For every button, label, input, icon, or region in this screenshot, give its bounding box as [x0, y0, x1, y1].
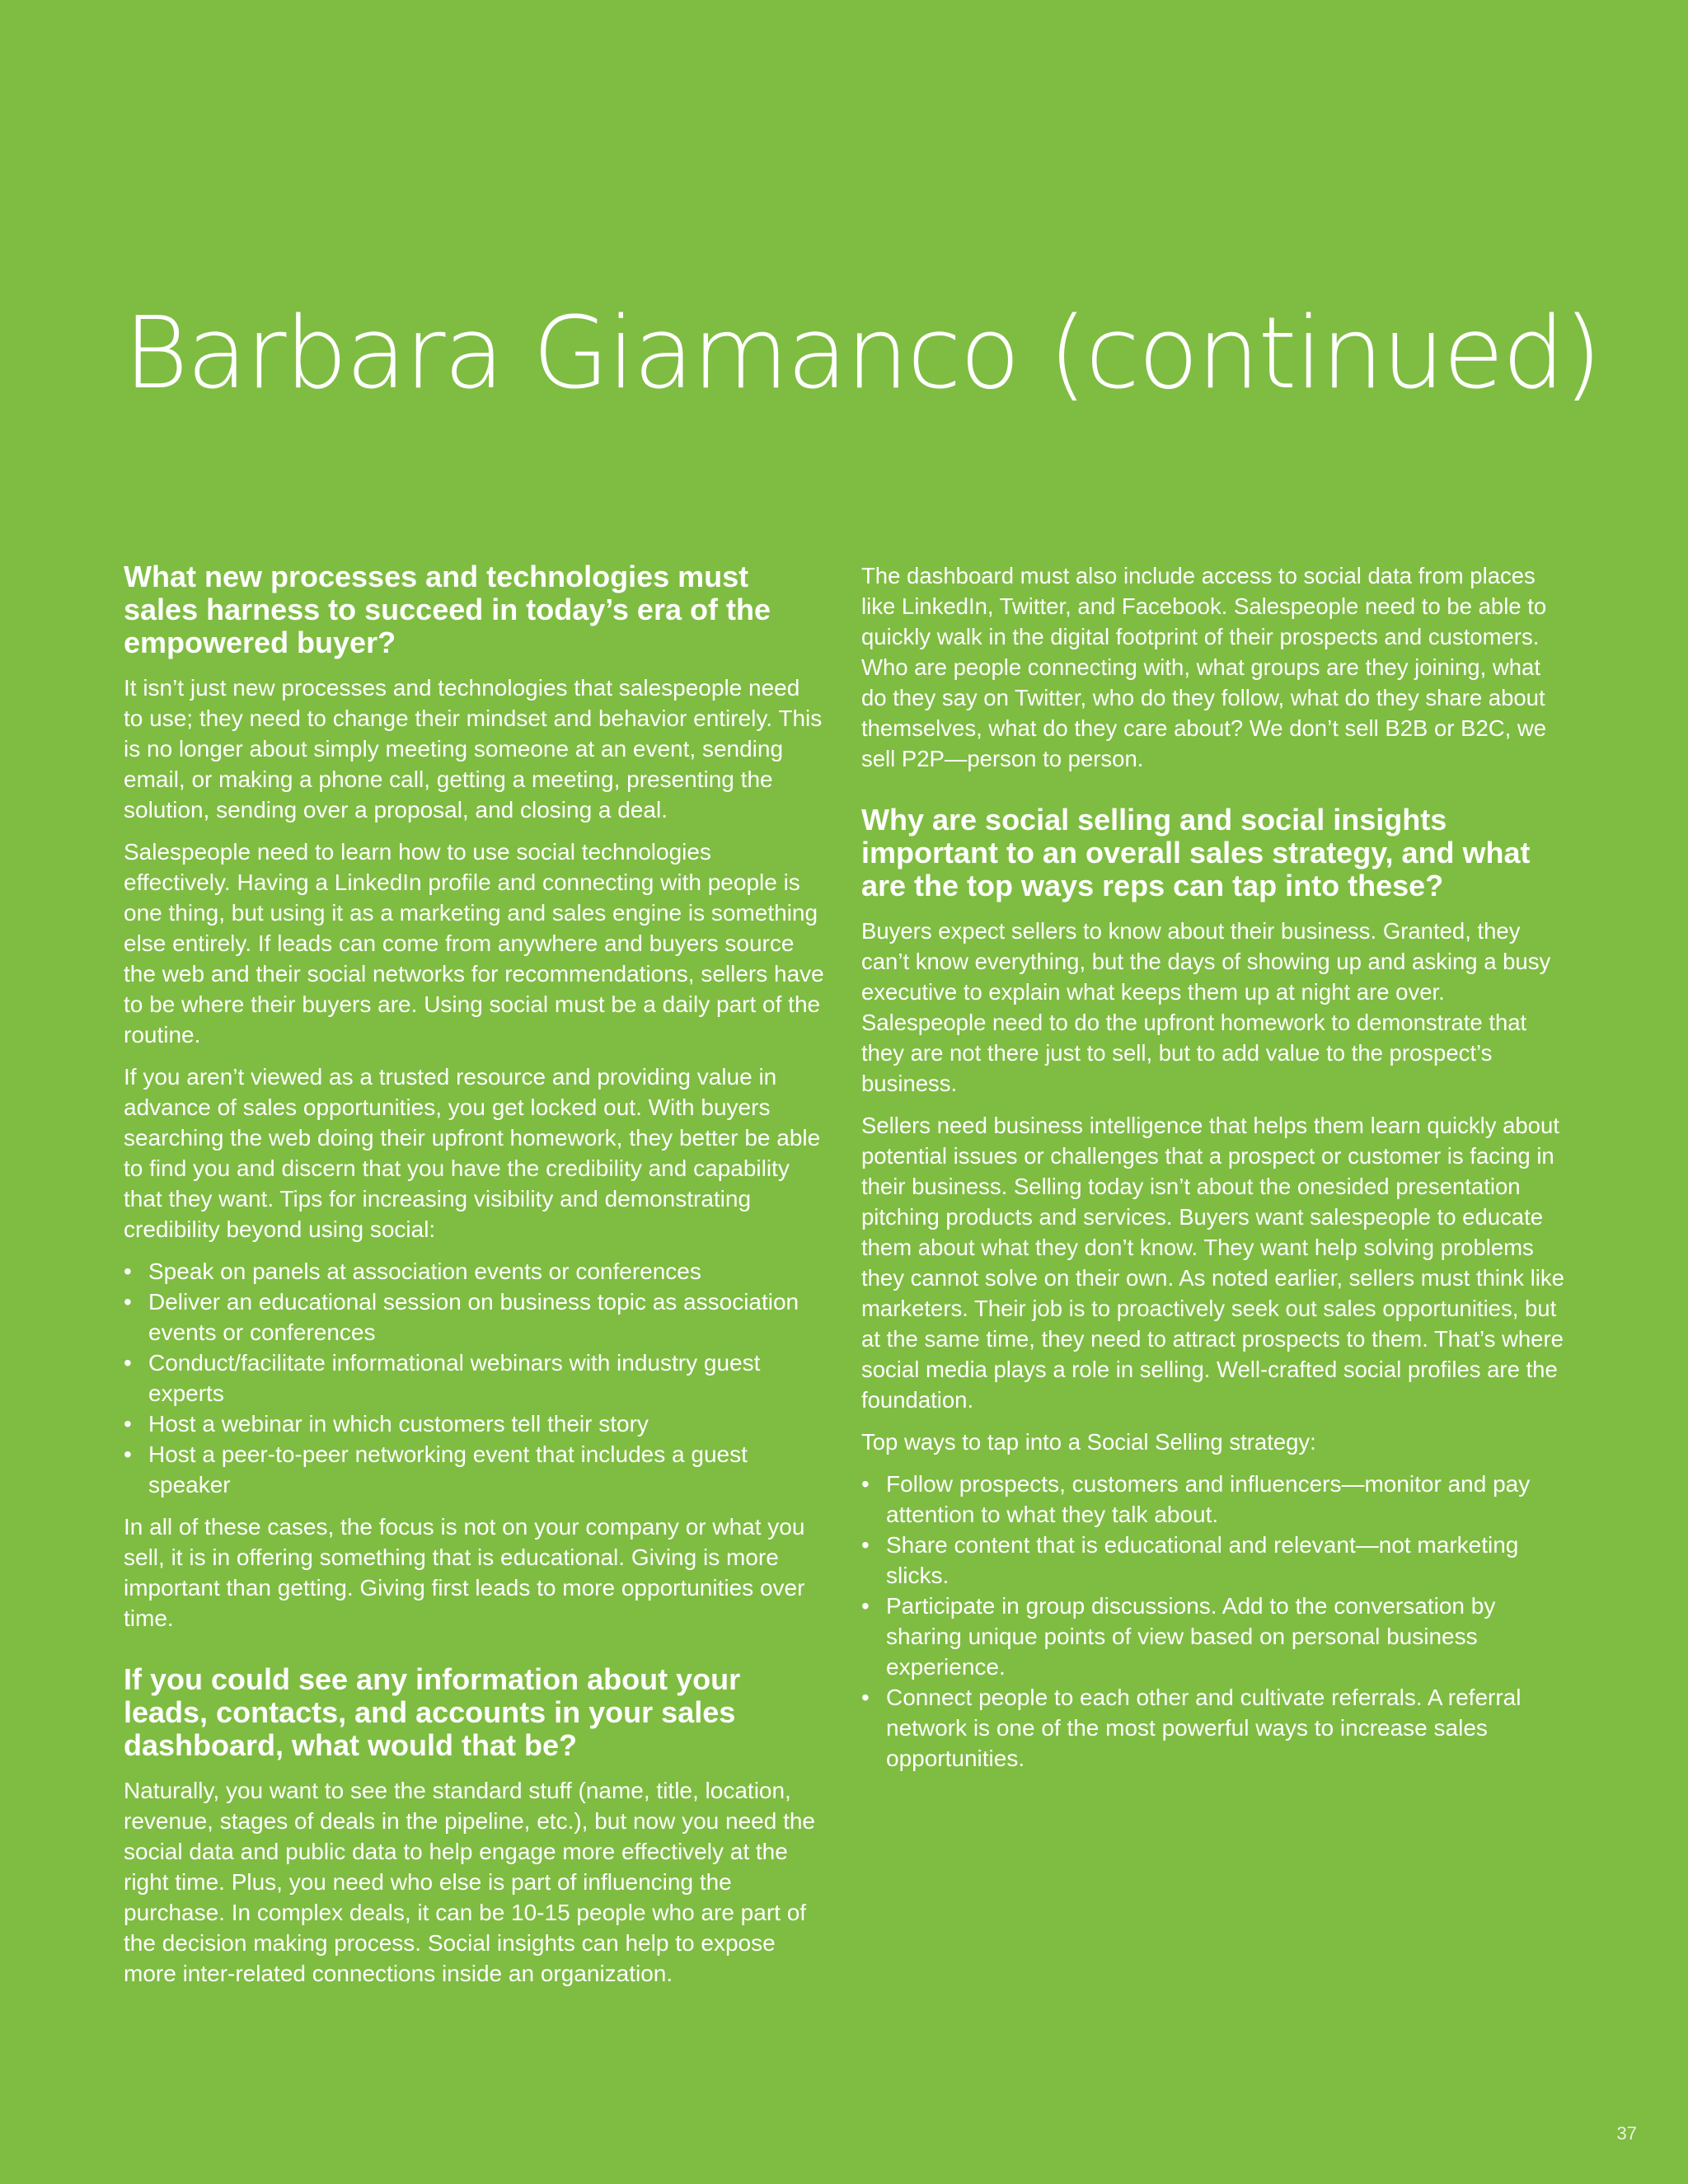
list-item: • Host a webinar in which customers tell their story	[124, 1408, 824, 1439]
page-number: 37	[1616, 2123, 1637, 2144]
body-paragraph: Naturally, you want to see the standard stuff (name, title, location, revenue, stages of deals in the pipeline, etc.), but now you need the social data and public data to help engage more effectively at the right time. Plus, you need who else is part of influencing the purchase. In complex deals, it can be 10-15 people who are part of the decision making process. Social insights can help to expose more inter-related connections inside an organization.	[124, 1778, 816, 1986]
question-heading: If you could see any information about your leads, contacts, and accounts in your sales dashboard, what would that be?	[124, 1662, 741, 1762]
body-paragraph: Top ways to tap into a Social Selling strategy:	[861, 1429, 1316, 1455]
body-paragraph: If you aren’t viewed as a trusted resource and providing value in advance of sales opportunities, you get locked out. With buyers searching the web doing their upfront homework, they better be able to find you and discern that you have the credibility and capability that they want. Tips for increasing visibility and demonstrating credibility beyond using social:	[124, 1064, 821, 1242]
tips-list	[124, 1256, 824, 1500]
list-item: • Conduct/facilitate informational webinars with industry guest experts	[124, 1347, 824, 1408]
list-item: • Connect people to each other and cultivate referrals. A referral network is one of the most powerful ways to increase sales opportunities.	[861, 1682, 1566, 1774]
right-column	[861, 560, 1566, 1785]
body-paragraph: Salespeople need to learn how to use social technologies effectively. Having a LinkedIn profile and connecting with people is one thing, but using it as a marketing and sales engine is something else entirely. If leads can come from anywhere and buyers source the web and their social networks for recommendations, sellers have to be where their buyers are. Using social must be a daily part of the routine.	[124, 839, 824, 1047]
body-paragraph: It isn’t just new processes and technologies that salespeople need to use; they need to change their mindset and behavior entirely. This is no longer about simply meeting someone at an event, sending email, or making a phone call, getting a meeting, presenting the solution, sending over a proposal, and closing a deal.	[124, 675, 823, 823]
list-item: • Follow prospects, customers and influencers—monitor and pay attention to what they talk about.	[861, 1469, 1566, 1530]
body-paragraph: Sellers need business intelligence that helps them learn quickly about potential issues or challenges that a prospect or customer is facing in their business. Selling today isn’t about the onesided presentation pitching products and services. Buyers want salespeople to educate them about what they don’t know. They want help solving problems they cannot solve on their own. As noted earlier, sellers must think like marketers. Their job is to proactively seek out sales opportunities, but at the same time, they need to attract prospects to them. That’s where social media plays a role in selling. Well-crafted social profiles are the foundation.	[861, 1113, 1564, 1413]
strategy-list	[861, 1469, 1566, 1774]
list-item: • Share content that is educational and relevant—not marketing slicks.	[861, 1530, 1566, 1591]
list-item: • Speak on panels at association events or conferences	[124, 1256, 824, 1286]
body-paragraph: The dashboard must also include access to social data from places like LinkedIn, Twitter, and Facebook. Salespeople need to be able to quickly walk in the digital footprint of their prospects and customers. Who are people connecting with, what groups are they joining, what do they say on Twitter, who do they follow, what do they share about themselves, what do they care about? We don’t sell B2B or B2C, we sell P2P—person to person.	[861, 563, 1547, 771]
question-heading: What new processes and technologies must sales harness to succeed in today’s era of the empowered buyer?	[124, 560, 771, 659]
question-heading: Why are social selling and social insights important to an overall sales strategy, and what are the top ways reps can tap into these?	[861, 803, 1531, 902]
body-paragraph: In all of these cases, the focus is not on your company or what you sell, it is in offering something that is educational. Giving is more important than getting. Giving first leads to more opportunities over time.	[124, 1514, 805, 1631]
left-column	[124, 560, 824, 2000]
list-item: • Deliver an educational session on business topic as association events or conferences	[124, 1286, 824, 1347]
body-paragraph: Buyers expect sellers to know about their business. Granted, they can’t know everything, but the days of showing up and asking a busy executive to explain what keeps them up at night are over. Salespeople need to do the upfront homework to demonstrate that they are not there just to sell, but to add value to the prospect’s business.	[861, 918, 1551, 1096]
page-title: Barbara Giamanco (continued)	[124, 297, 1601, 411]
list-item: • Host a peer-to-peer networking event that includes a guest speaker	[124, 1439, 824, 1500]
list-item: • Participate in group discussions. Add to the conversation by sharing unique points of view based on personal business experience.	[861, 1591, 1566, 1682]
